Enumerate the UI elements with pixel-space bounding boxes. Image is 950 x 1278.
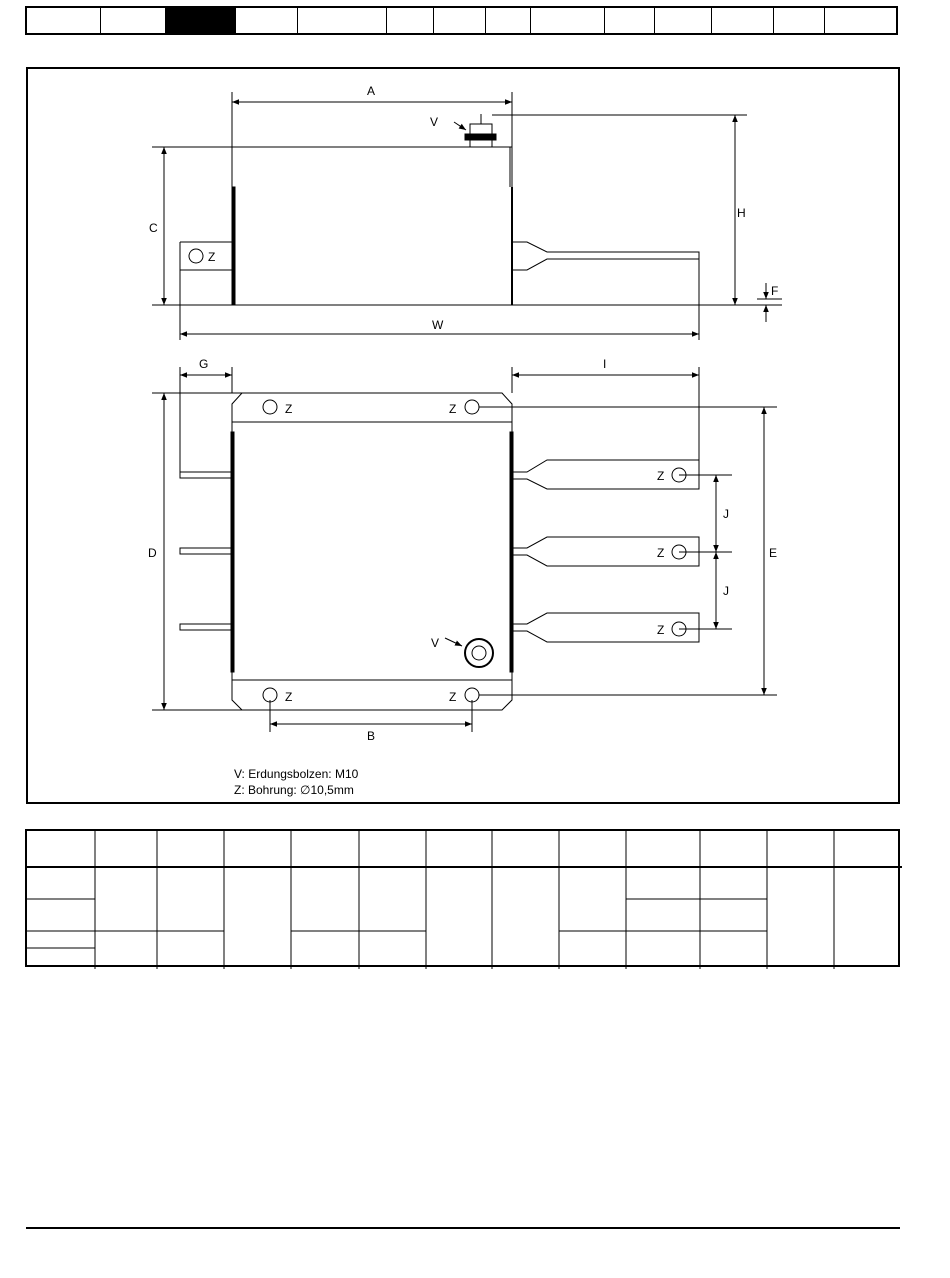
dimensions-table-grid: [2, 2, 950, 1278]
dim-label-j: J: [723, 507, 729, 521]
legend-line-earth-bolt: V: Erdungsbolzen: M10: [234, 767, 359, 781]
dimensions-table: [25, 829, 900, 967]
marker-z: Z: [285, 402, 293, 416]
marker-z: Z: [285, 690, 293, 704]
dim-label-i: I: [603, 357, 607, 371]
legend-line-bore: Z: Bohrung: ∅10,5mm: [234, 783, 354, 797]
dim-label-h: H: [737, 206, 746, 220]
marker-v-top: V: [431, 636, 440, 650]
marker-v-side: V: [430, 115, 439, 129]
dim-label-c: C: [149, 221, 158, 235]
dim-label-w: W: [432, 318, 444, 332]
marker-z: Z: [657, 546, 665, 560]
marker-z: Z: [449, 690, 457, 704]
dim-label-f: F: [771, 284, 779, 298]
dim-label-j: J: [723, 584, 729, 598]
marker-z: Z: [449, 402, 457, 416]
dim-label-a: A: [367, 84, 376, 98]
dim-label-e: E: [769, 546, 778, 560]
dim-label-g: G: [199, 357, 209, 371]
dim-label-d: D: [148, 546, 157, 560]
marker-z: Z: [657, 469, 665, 483]
marker-z: Z: [657, 623, 665, 637]
dim-label-b: B: [367, 729, 376, 743]
marker-z-side: Z: [208, 250, 216, 264]
footer-rule: [26, 1227, 900, 1229]
